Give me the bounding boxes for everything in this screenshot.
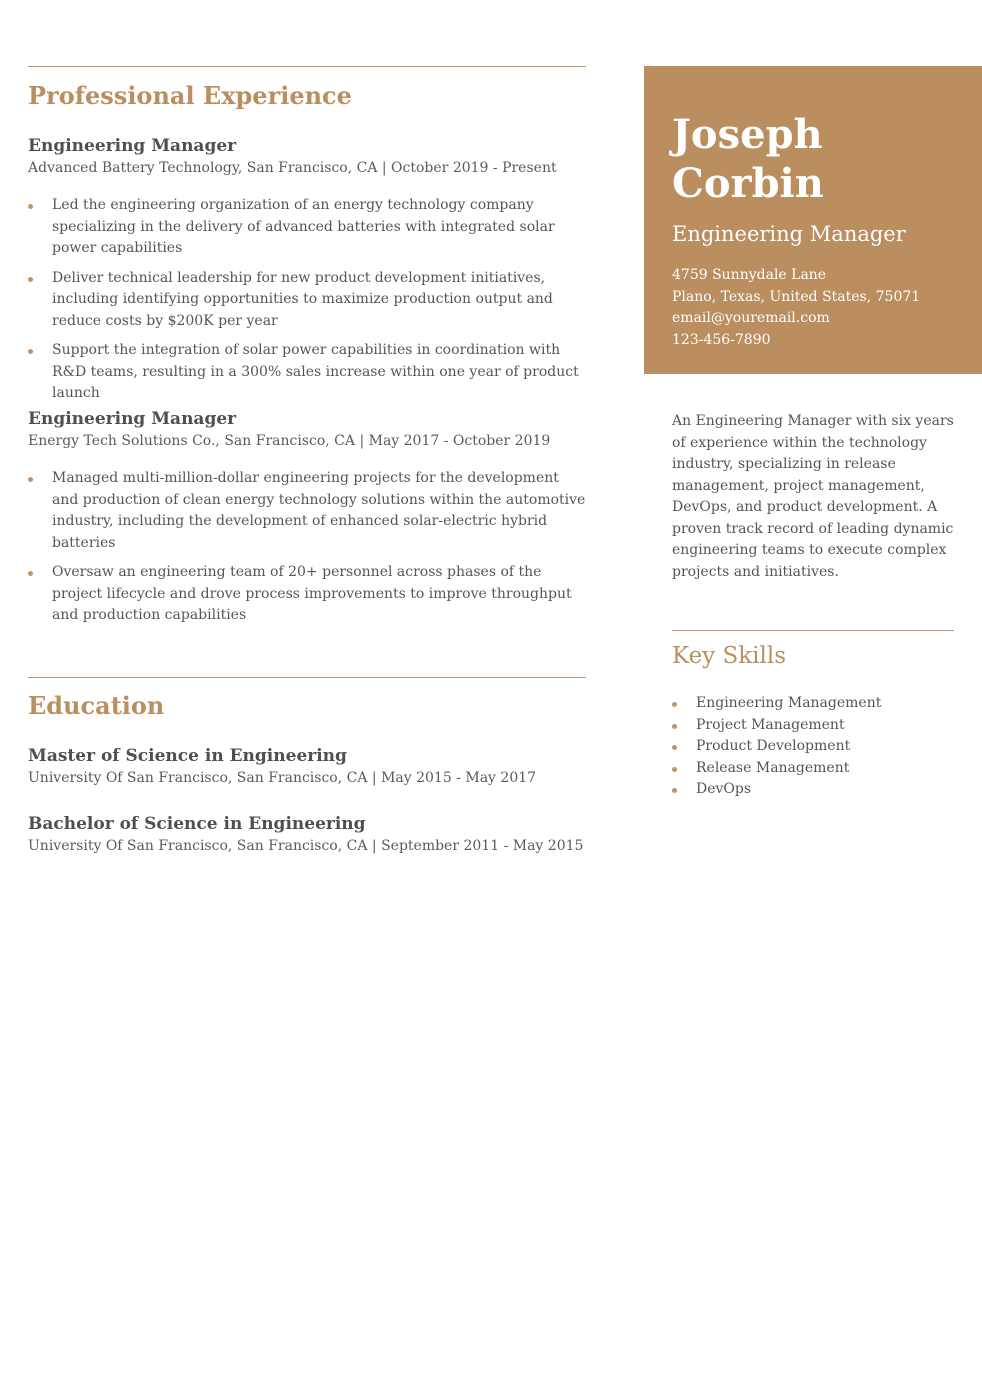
job-bullets — [28, 468, 586, 627]
bullet-icon — [672, 724, 677, 729]
degree-subtitle: University Of San Francisco, San Francisco, CA | September 2011 - May 2015 — [28, 838, 584, 854]
bullet-icon — [28, 204, 33, 209]
job-headline: Engineering Manager — [672, 222, 906, 246]
job-entry — [28, 136, 586, 405]
bullet-icon — [28, 477, 33, 482]
degree-title: Master of Science in Engineering — [28, 746, 347, 766]
bullet-icon — [672, 788, 677, 793]
contact-info — [672, 265, 920, 351]
email-link[interactable]: email@youremail.com — [672, 310, 830, 326]
degree-entry — [28, 814, 586, 854]
experience-heading: Professional Experience — [28, 81, 352, 110]
skill-label: Release Management — [696, 759, 850, 776]
skill-item — [672, 758, 954, 780]
skill-label: Product Development — [696, 738, 851, 754]
bullet-text: Oversaw an engineering team of 20+ personnel across phases of the project lifecycle and drove process improvements to improve throughput and production capabilities — [52, 564, 572, 623]
skill-label: Project Management — [696, 716, 845, 733]
job-subtitle: Energy Tech Solutions Co., San Francisco, CA | May 2017 - October 2019 — [28, 433, 551, 449]
phone-number: 123-456-7890 — [672, 331, 771, 348]
bullet-icon — [672, 767, 677, 772]
job-bullets — [28, 195, 586, 405]
bullet-icon — [28, 277, 33, 282]
skill-item — [672, 779, 954, 801]
bullet-icon — [28, 349, 33, 354]
education-heading: Education — [28, 691, 165, 720]
bullet-text: Led the engineering organization of an energy technology company specializing in the delivery of advanced batteries with integrated solar power capabilities — [52, 197, 555, 256]
degree-entry — [28, 746, 586, 786]
list-item — [28, 195, 586, 260]
skill-item — [672, 693, 954, 715]
skill-item — [672, 715, 954, 737]
list-item — [28, 562, 586, 627]
job-entry — [28, 409, 586, 627]
candidate-name — [672, 110, 824, 208]
job-title: Engineering Manager — [28, 136, 237, 156]
last-name: Corbin — [672, 160, 824, 207]
job-subtitle: Advanced Battery Technology, San Francisco, CA | October 2019 - Present — [28, 160, 557, 176]
first-name: Joseph — [672, 111, 823, 158]
skill-label: DevOps — [696, 781, 752, 797]
skills-divider — [672, 630, 954, 631]
bullet-text: Deliver technical leadership for new product development initiatives, including identifying opportunities to maximize production output and reduce costs by $200K per year — [52, 269, 553, 329]
skill-item — [672, 736, 954, 758]
bullet-icon — [672, 745, 677, 750]
experience-divider — [28, 66, 586, 67]
list-item — [28, 468, 586, 554]
bullet-text: Support the integration of solar power capabilities in coordination with R&D teams, resulting in a 300% sales increase within one year of product launch — [52, 342, 579, 401]
degree-title: Bachelor of Science in Engineering — [28, 814, 366, 834]
list-item — [28, 340, 586, 405]
degree-subtitle: University Of San Francisco, San Francisco, CA | May 2015 - May 2017 — [28, 770, 537, 786]
skills-list — [672, 693, 954, 801]
profile-summary: An Engineering Manager with six years of experience within the technology industry, specializing in release management, project management, DevOps, and product development. A proven track record of leading dynamic engineering teams to execute complex projects and initiatives. — [672, 413, 954, 580]
bullet-text: Managed multi-million-dollar engineering projects for the development and production of clean energy technology solutions within the automotive industry, including the development of enhanced solar-electric hybrid batteries — [52, 470, 586, 551]
skills-heading: Key Skills — [672, 643, 787, 669]
list-item — [28, 268, 586, 333]
job-title: Engineering Manager — [28, 409, 237, 429]
bullet-icon — [28, 571, 33, 576]
skill-label: Engineering Management — [696, 695, 882, 711]
name-header-box — [644, 66, 982, 374]
bullet-icon — [672, 702, 677, 707]
address-line-2: Plano, Texas, United States, 75071 — [672, 288, 921, 305]
education-divider — [28, 677, 586, 678]
address-line-1: 4759 Sunnydale Lane — [672, 267, 827, 283]
